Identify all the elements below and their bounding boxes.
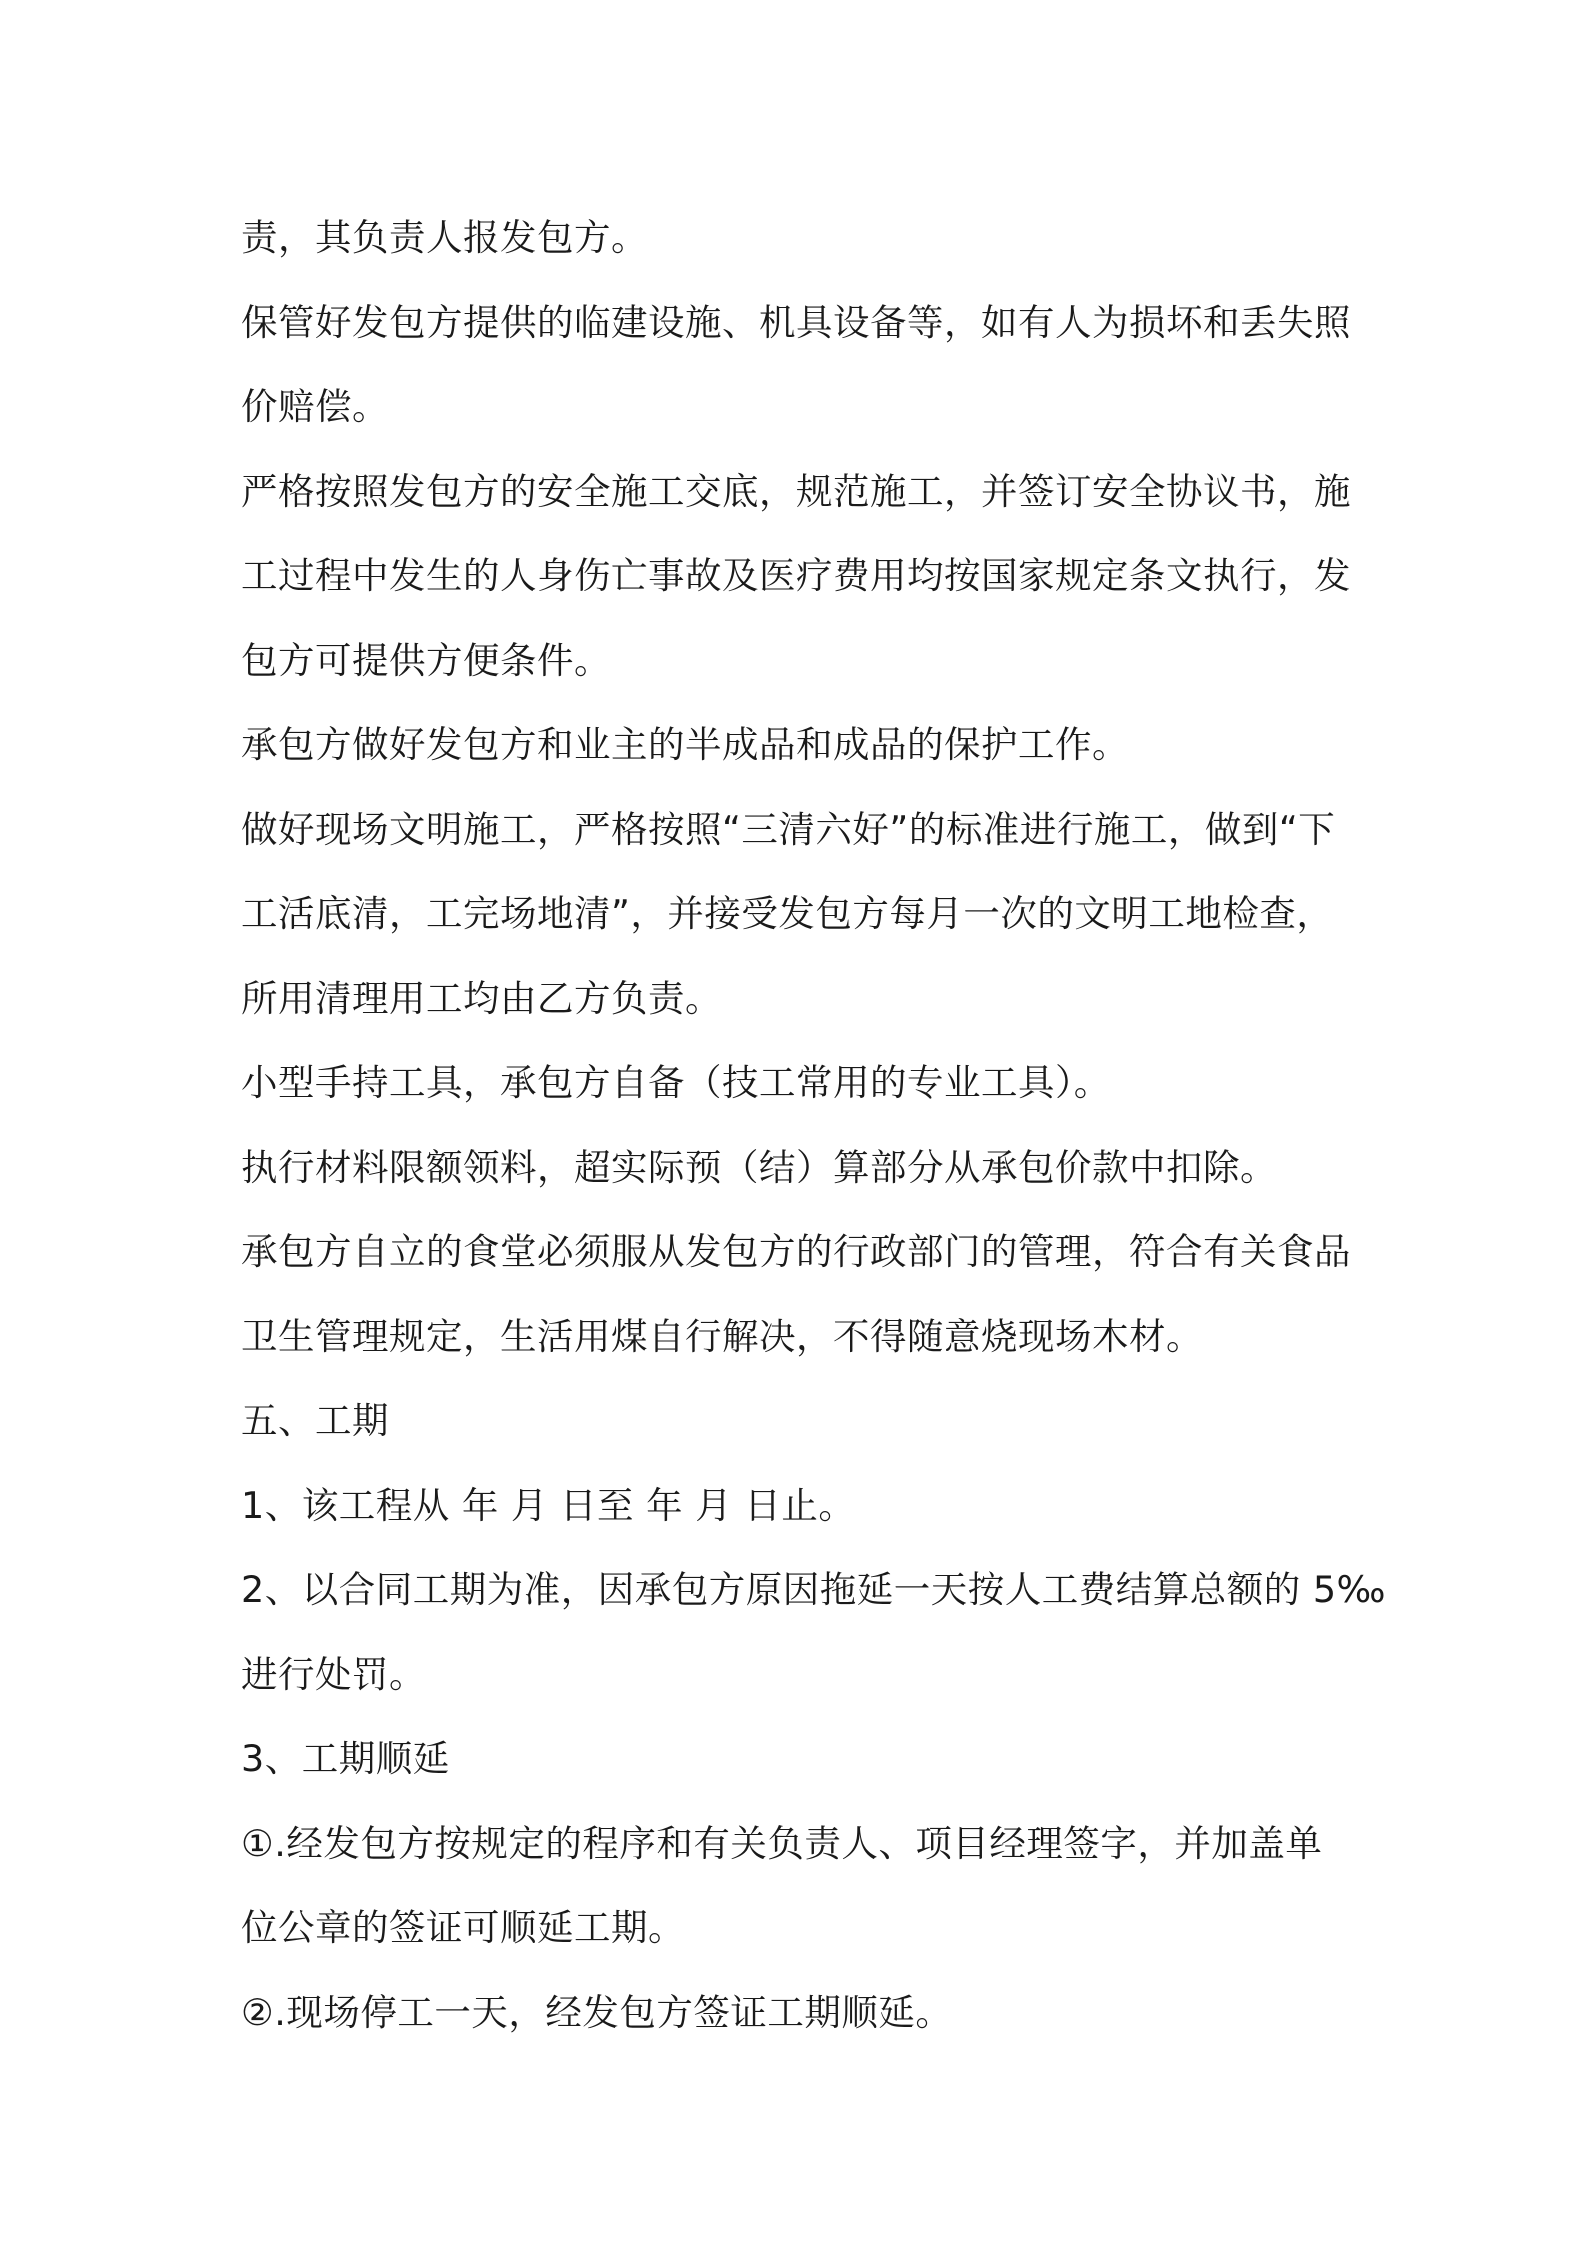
- text-line: 包方可提供方便条件。: [241, 638, 611, 682]
- text-line: 小型手持工具，承包方自备（技工常用的专业工具）。: [241, 1061, 1111, 1104]
- text-line: 工活底清，工完场地清”，并接受发包方每月一次的文明工地检查，: [241, 892, 1334, 935]
- document-body: [241, 196, 1387, 2055]
- text-line: 卫生管理规定，生活用煤自行解决，不得随意烧现场木材。: [241, 1314, 1203, 1358]
- text-line: ②.现场停工一天，经发包方签证工期顺延。: [241, 1990, 953, 2034]
- text-line: 工过程中发生的人身伤亡事故及医疗费用均按国家规定条文执行，发: [241, 554, 1351, 597]
- text-line: 执行材料限额领料，超实际预（结）算部分从承包价款中扣除。: [241, 1145, 1277, 1189]
- text-line: 严格按照发包方的安全施工交底，规范施工，并签订安全协议书，施: [241, 469, 1351, 513]
- text-line: 位公章的签证可顺延工期。: [241, 1906, 685, 1949]
- text-line: 保管好发包方提供的临建设施、机具设备等，如有人为损坏和丢失照: [241, 300, 1351, 344]
- text-line: 责，其负责人报发包方。: [241, 216, 648, 259]
- subsection-heading: 3、工期顺延: [241, 1737, 450, 1780]
- text-line: 做好现场文明施工，严格按照“三清六好”的标准进行施工，做到“下: [241, 807, 1336, 851]
- text-line: 2、以合同工期为准，因承包方原因拖延一天按人工费结算总额的 5‰: [241, 1568, 1387, 1611]
- text-line: 进行处罚。: [241, 1652, 426, 1696]
- text-line: 所用清理用工均由乙方负责。: [241, 976, 722, 1020]
- text-line: 承包方做好发包方和业主的半成品和成品的保护工作。: [241, 723, 1129, 766]
- text-line: 1、该工程从 年 月 日至 年 月 日止。: [241, 1483, 856, 1527]
- section-heading: 五、工期: [241, 1399, 389, 1442]
- text-line: 价赔偿。: [241, 385, 389, 428]
- text-line: ①.经发包方按规定的程序和有关负责人、项目经理签字，并加盖单: [241, 1821, 1323, 1865]
- text-line: 承包方自立的食堂必须服从发包方的行政部门的管理，符合有关食品: [241, 1230, 1351, 1273]
